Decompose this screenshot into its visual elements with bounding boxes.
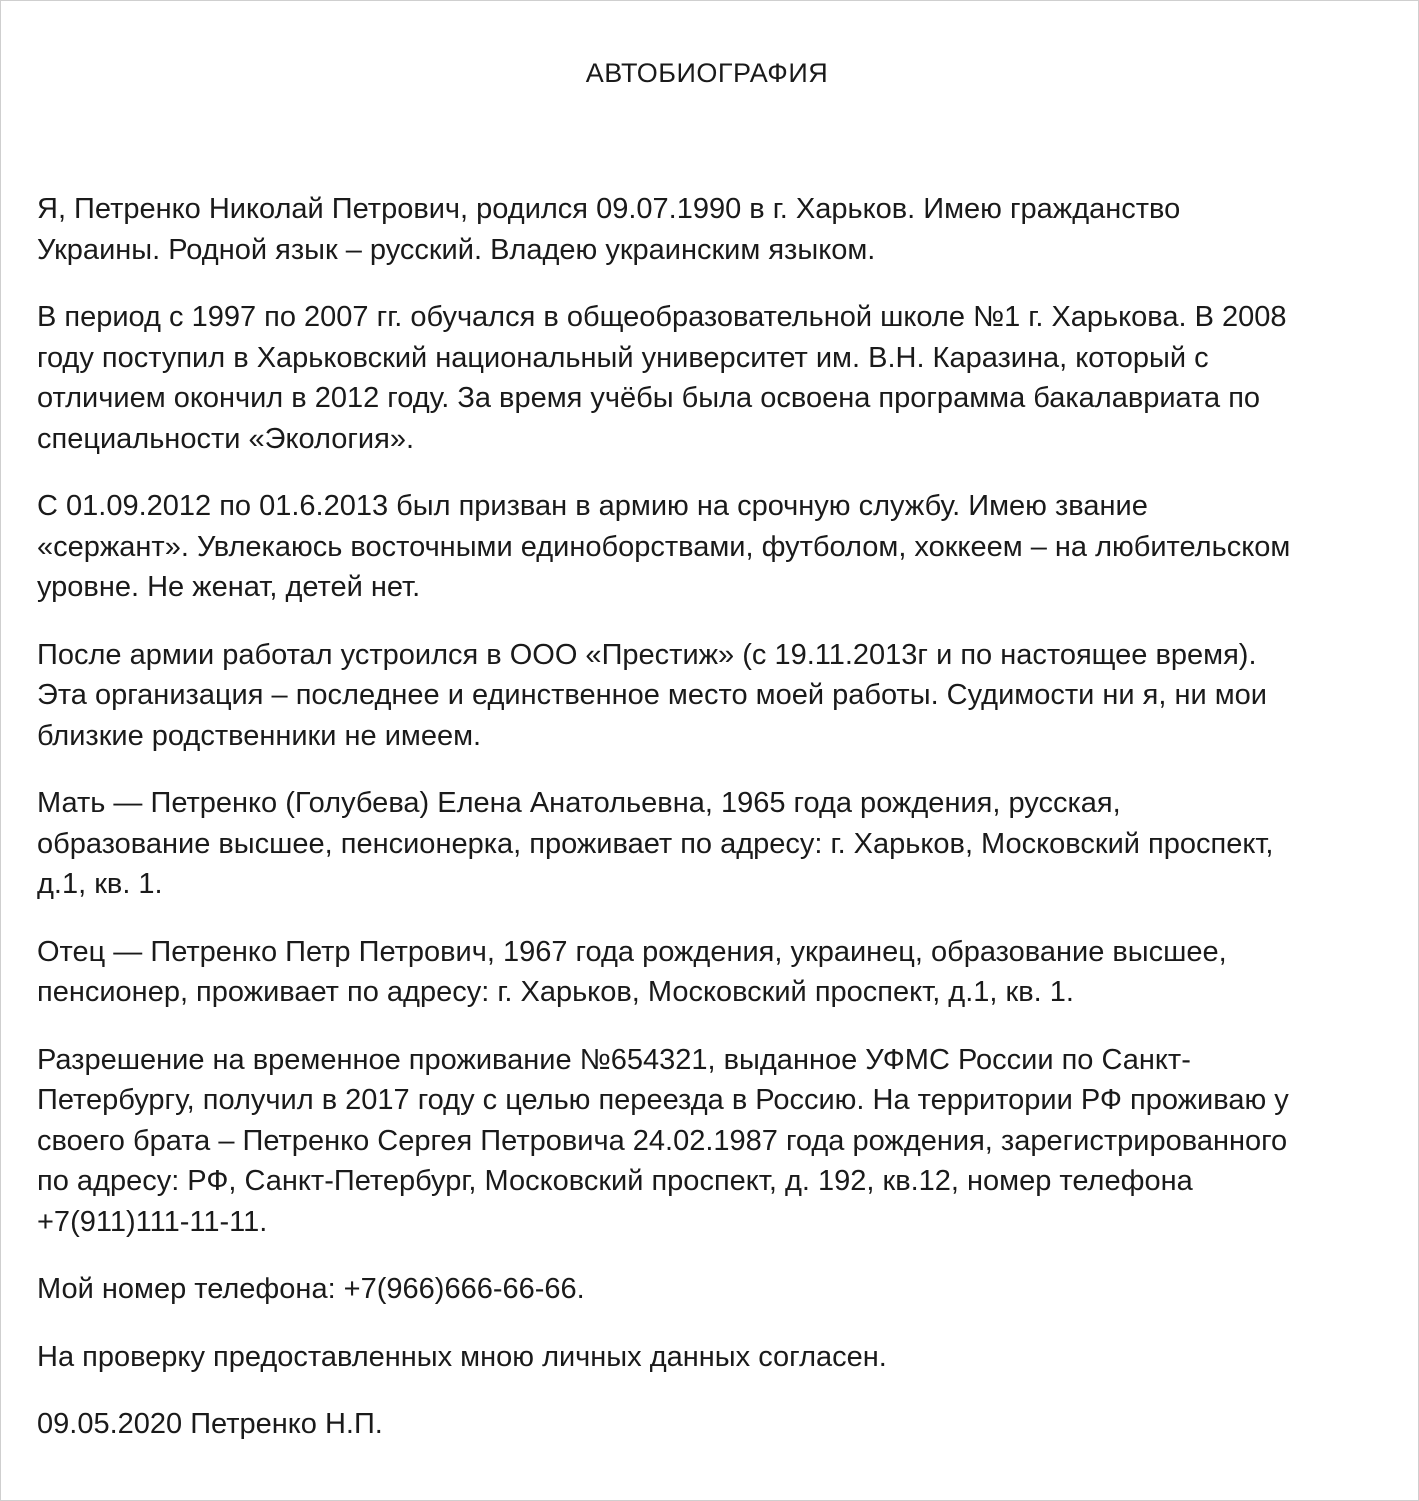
text-line: Мой номер телефона: +7(966)666-66-66. bbox=[37, 1273, 585, 1305]
paragraph-education bbox=[37, 297, 1387, 459]
text-line: по адресу: РФ, Санкт-Петербург, Московский проспект, д. 192, кв.12, номер телефона bbox=[37, 1165, 1193, 1197]
text-line: Петербургу, получил в 2017 году с целью переезда в Россию. На территории РФ проживаю у bbox=[37, 1084, 1289, 1116]
text-line: д.1, кв. 1. bbox=[37, 868, 163, 900]
text-line: специальности «Экология». bbox=[37, 422, 414, 455]
paragraph-consent bbox=[37, 1337, 1387, 1378]
text-line: «сержант». Увлекаюсь восточными единоборствами, футболом, хоккеем – на любительском bbox=[37, 530, 1291, 563]
text-line: своего брата – Петренко Сергея Петровича 24.02.1987 года рождения, зарегистрированного bbox=[37, 1124, 1288, 1157]
text-line: Мать — Петренко (Голубева) Елена Анатольевна, 1965 года рождения, русская, bbox=[37, 787, 1121, 819]
text-line: году поступил в Харьковский национальный университет им. В.Н. Каразина, который с bbox=[37, 341, 1209, 374]
text-line: отличием окончил в 2012 году. За время учёбы была освоена программа бакалавриата по bbox=[37, 382, 1261, 414]
paragraph-work bbox=[37, 635, 1387, 757]
signature-line: 09.05.2020 Петренко Н.П. bbox=[37, 1408, 383, 1440]
paragraph-phone bbox=[37, 1269, 1387, 1310]
paragraph-father bbox=[37, 932, 1387, 1013]
paragraph-military bbox=[37, 486, 1387, 608]
text-line: Разрешение на временное проживание №654321, выданное УФМС России по Санкт- bbox=[37, 1043, 1191, 1076]
document-title: АВТОБИОГРАФИЯ bbox=[585, 58, 829, 88]
text-line: близкие родственники не имеем. bbox=[37, 719, 482, 752]
text-line: На проверку предоставленных мною личных данных согласен. bbox=[37, 1340, 887, 1373]
text-line: В период с 1997 по 2007 гг. обучался в общеобразовательной школе №1 г. Харькова. В 2008 bbox=[37, 301, 1287, 333]
text-line: образование высшее, пенсионерка, проживает по адресу: г. Харьков, Московский проспект, bbox=[37, 827, 1274, 860]
text-line: Отец — Петренко Петр Петрович, 1967 года рождения, украинец, образование высшее, bbox=[37, 935, 1227, 968]
paragraph-birth bbox=[37, 189, 1387, 270]
text-line: Украины. Родной язык – русский. Владею украинским языком. bbox=[37, 233, 876, 266]
text-line: После армии работал устроился в ООО «Престиж» (с 19.11.2013г и по настоящее время). bbox=[37, 638, 1257, 671]
text-line: С 01.09.2012 по 01.6.2013 был призван в армию на срочную службу. Имею звание bbox=[37, 490, 1148, 522]
paragraph-residence bbox=[37, 1040, 1387, 1243]
text-line: уровне. Не женат, детей нет. bbox=[37, 571, 421, 603]
document-body bbox=[37, 189, 1387, 1472]
text-line: Я, Петренко Николай Петрович, родился 09.07.1990 в г. Харьков. Имею гражданство bbox=[37, 193, 1181, 225]
paragraph-signature bbox=[37, 1404, 1387, 1445]
text-line: Эта организация – последнее и единственное место моей работы. Судимости ни я, ни мои bbox=[37, 679, 1268, 711]
paragraph-mother bbox=[37, 783, 1387, 905]
text-line: пенсионер, проживает по адресу: г. Харьков, Московский проспект, д.1, кв. 1. bbox=[37, 976, 1074, 1008]
text-line: +7(911)111-11-11. bbox=[37, 1205, 268, 1238]
